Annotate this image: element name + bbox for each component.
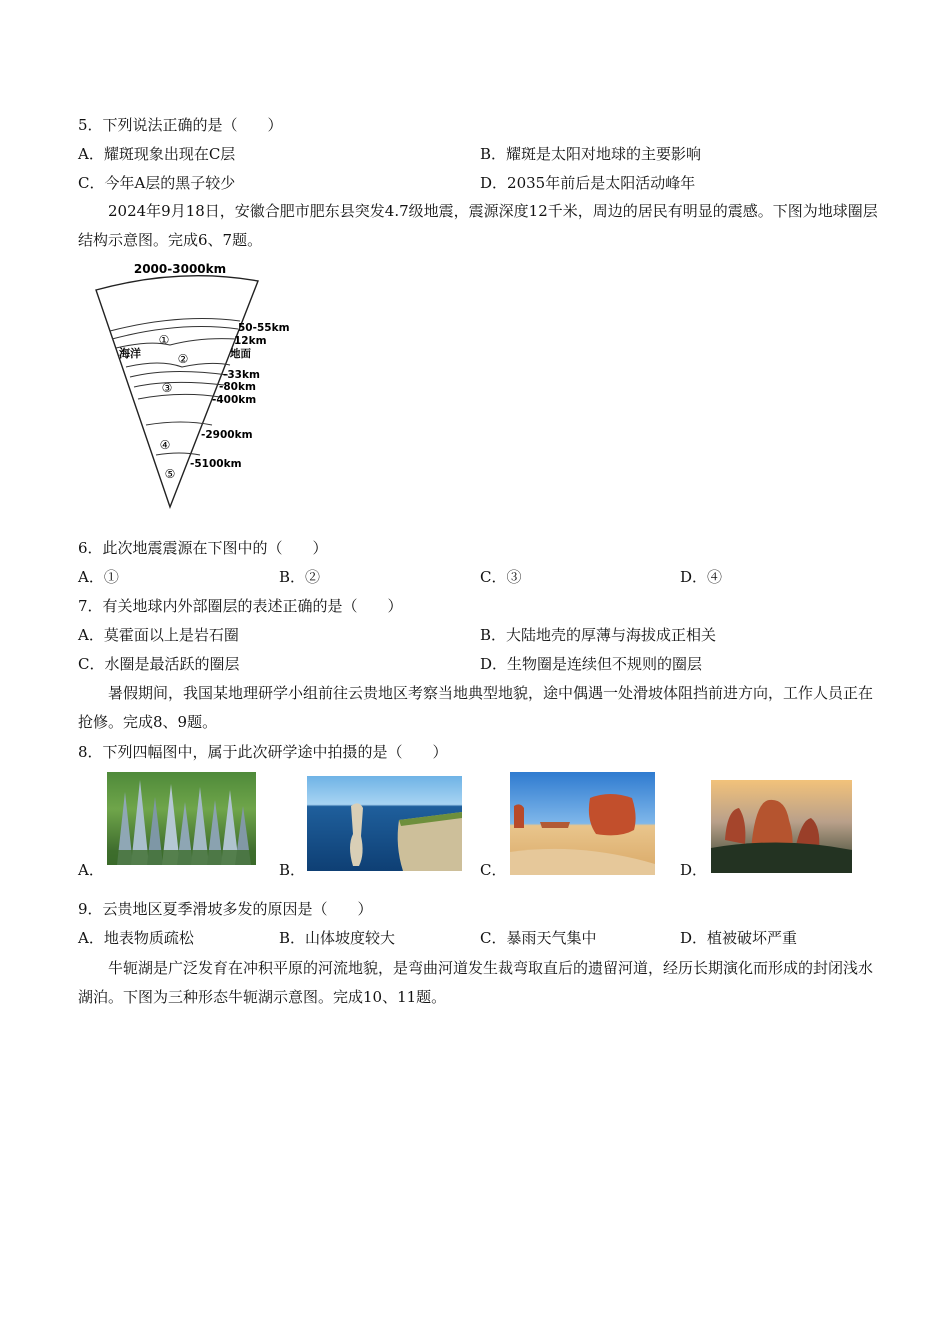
depth-label: 50-55km — [238, 322, 290, 334]
q9-option-a[interactable]: A．地表物质疏松 — [78, 929, 194, 947]
q8-option-c[interactable]: C． — [480, 861, 507, 879]
q9-option-c[interactable]: C．暴雨天气集中 — [480, 929, 597, 947]
photo-danxia[interactable] — [711, 780, 852, 873]
marker-4: ④ — [159, 438, 171, 452]
photo-desert-rock[interactable] — [510, 772, 655, 875]
q7-option-c[interactable]: C．水圈是最活跃的圈层 — [78, 655, 240, 673]
marker-3: ③ — [161, 381, 173, 395]
marker-2: ② — [177, 352, 189, 366]
q6-option-c[interactable]: C．③ — [480, 568, 522, 586]
q7-option-b[interactable]: B．大陆地壳的厚薄与海拔成正相关 — [480, 626, 717, 644]
q6-stem: 6．此次地震震源在下图中的（ ） — [78, 539, 328, 557]
q7-option-a[interactable]: A．莫霍面以上是岩石圈 — [78, 626, 239, 644]
marker-5: ⑤ — [164, 467, 176, 481]
q8-stem: 8．下列四幅图中，属于此次研学途中拍摄的是（ ） — [78, 743, 448, 761]
passage-oxbow-lake: 牛轭湖是广泛发育在冲积平原的河流地貌，是弯曲河道发生裁弯取直后的遗留河道，经历长期演化而形成的封闭浅水湖泊。下图为三种形态牛轭湖示意图。完成10、11题。 — [78, 959, 874, 1006]
q6-option-a[interactable]: A．① — [78, 568, 119, 586]
diagram-top-label: 2000-3000km — [133, 262, 227, 276]
q7-option-d[interactable]: D．生物圈是连续但不规则的圈层 — [480, 655, 703, 673]
q5-stem: 5．下列说法正确的是（ ） — [78, 116, 283, 134]
depth-label: 12km — [234, 335, 267, 347]
photo-stone-forest[interactable] — [107, 772, 256, 865]
depth-label: -33km — [223, 369, 260, 381]
depth-label: -80km — [219, 381, 256, 393]
depth-label: -5100km — [190, 458, 242, 470]
q5-option-c[interactable]: C．今年A层的黑子较少 — [78, 174, 236, 192]
q8-option-a[interactable]: A． — [78, 861, 104, 879]
q8-option-d[interactable]: D． — [680, 861, 708, 879]
q9-stem: 9．云贵地区夏季滑坡多发的原因是（ ） — [78, 900, 373, 918]
q5-option-b[interactable]: B．耀斑是太阳对地球的主要影响 — [480, 145, 702, 163]
passage-earthquake: 2024年9月18日，安徽合肥市肥东县突发4.7级地震，震源深度12千米，周边的居民有明显的震感。下图为地球圈层结构示意图。完成6、7题。 — [78, 202, 878, 249]
q9-option-b[interactable]: B．山体坡度较大 — [279, 929, 396, 947]
q6-option-b[interactable]: B．② — [279, 568, 321, 586]
marker-1: ① — [158, 333, 170, 347]
ocean-label: 海洋 — [119, 347, 141, 360]
depth-label: -2900km — [201, 429, 253, 441]
passage-landslide: 暑假期间，我国某地理研学小组前往云贵地区考察当地典型地貌，途中偶遇一处滑坡体阻挡前进方向，工作人员正在抢修。完成8、9题。 — [78, 684, 874, 731]
depth-label: 地面 — [230, 348, 251, 360]
q9-option-d[interactable]: D．植被破坏严重 — [680, 929, 798, 947]
photo-sea-stack[interactable] — [307, 776, 462, 871]
q5-option-d[interactable]: D．2035年前后是太阳活动峰年 — [480, 174, 696, 192]
q6-option-d[interactable]: D．④ — [680, 568, 723, 586]
q5-option-a[interactable]: A．耀斑现象出现在C层 — [78, 145, 236, 163]
earth-layer-diagram — [90, 255, 300, 515]
q8-option-b[interactable]: B． — [279, 861, 306, 879]
depth-label: -400km — [212, 394, 257, 406]
q7-stem: 7．有关地球内外部圈层的表述正确的是（ ） — [78, 597, 403, 615]
